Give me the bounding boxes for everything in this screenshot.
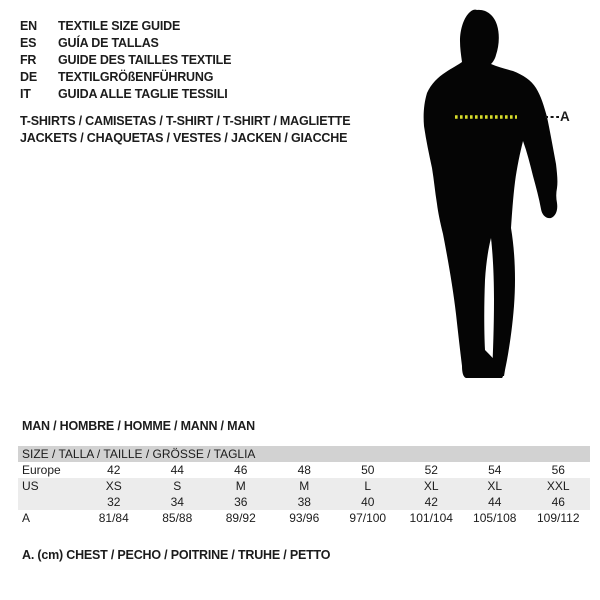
table-cell: 32 [107,495,121,509]
table-row-us [18,478,590,494]
row-label: Europe [22,463,61,477]
table-cell: 44 [488,495,502,509]
table-cell: 93/96 [289,511,320,525]
table-cell: 50 [361,463,375,477]
language-row [20,69,231,86]
language-list [20,17,231,103]
size-table [18,446,590,526]
table-cell: 109/112 [537,511,580,525]
table-cell: M [299,479,310,493]
language-label: GUÍA DE TALLAS [58,35,159,50]
language-label: GUIDE DES TAILLES TEXTILE [58,52,232,67]
language-code: EN [20,18,37,33]
category-jackets: JACKETS / CHAQUETAS / VESTES / JACKEN / GIACCHE [20,131,348,146]
section-title-man: MAN / HOMBRE / HOMME / MANN / MAN [22,419,255,433]
table-cell: 46 [551,495,565,509]
language-code: ES [20,35,37,50]
man-silhouette-shape [424,10,558,378]
table-cell: 36 [234,495,248,509]
language-row [20,86,231,103]
table-cell: 101/104 [409,511,453,525]
table-cell: XS [105,479,122,493]
table-cell: 85/88 [162,511,193,525]
table-cell: 54 [488,463,502,477]
man-silhouette-figure [405,5,600,390]
language-label: GUIDA ALLE TAGLIE TESSILI [58,87,228,102]
table-row-us-numeric [18,494,590,510]
language-row [20,17,231,34]
table-cell: 89/92 [225,511,256,525]
table-cell: 42 [107,463,121,477]
table-row-europe [18,462,590,478]
language-code: FR [20,52,37,67]
table-cell: 42 [424,495,438,509]
table-cell: 40 [361,495,375,509]
language-label: TEXTILE SIZE GUIDE [58,18,181,33]
measure-label-a: A [560,109,570,124]
garment-categories [20,112,350,147]
table-row-chest-a [18,510,590,526]
table-cell: 34 [170,495,184,509]
table-cell: XL [423,479,439,493]
row-label: A [22,511,31,525]
table-cell: 105/108 [473,511,517,525]
table-cell: 52 [424,463,438,477]
table-cell: 81/84 [98,511,129,525]
table-cell: 48 [297,463,311,477]
table-cell: 56 [551,463,565,477]
size-table-header: SIZE / TALLA / TAILLE / GRÖSSE / TAGLIA [18,446,590,462]
footnote-chest-legend: A. (cm) CHEST / PECHO / POITRINE / TRUHE / PETTO [22,548,331,562]
table-cell: 38 [297,495,311,509]
language-row [20,34,231,51]
table-cell: M [235,479,246,493]
language-row [20,51,231,68]
table-cell: XXL [546,479,570,493]
table-cell: 46 [234,463,248,477]
man-silhouette-svg [405,5,600,390]
table-cell: L [364,479,372,493]
table-cell: S [173,479,182,493]
language-code: DE [20,70,37,85]
category-tshirts: T-SHIRTS / CAMISETAS / T-SHIRT / T-SHIRT / MAGLIETTE [20,113,351,128]
table-cell: 97/100 [349,511,387,525]
table-cell: XL [487,479,503,493]
language-label: TEXTILGRÖßENFÜHRUNG [58,70,214,85]
table-cell: 44 [170,463,184,477]
language-code: IT [20,87,31,102]
row-label: US [22,479,39,493]
